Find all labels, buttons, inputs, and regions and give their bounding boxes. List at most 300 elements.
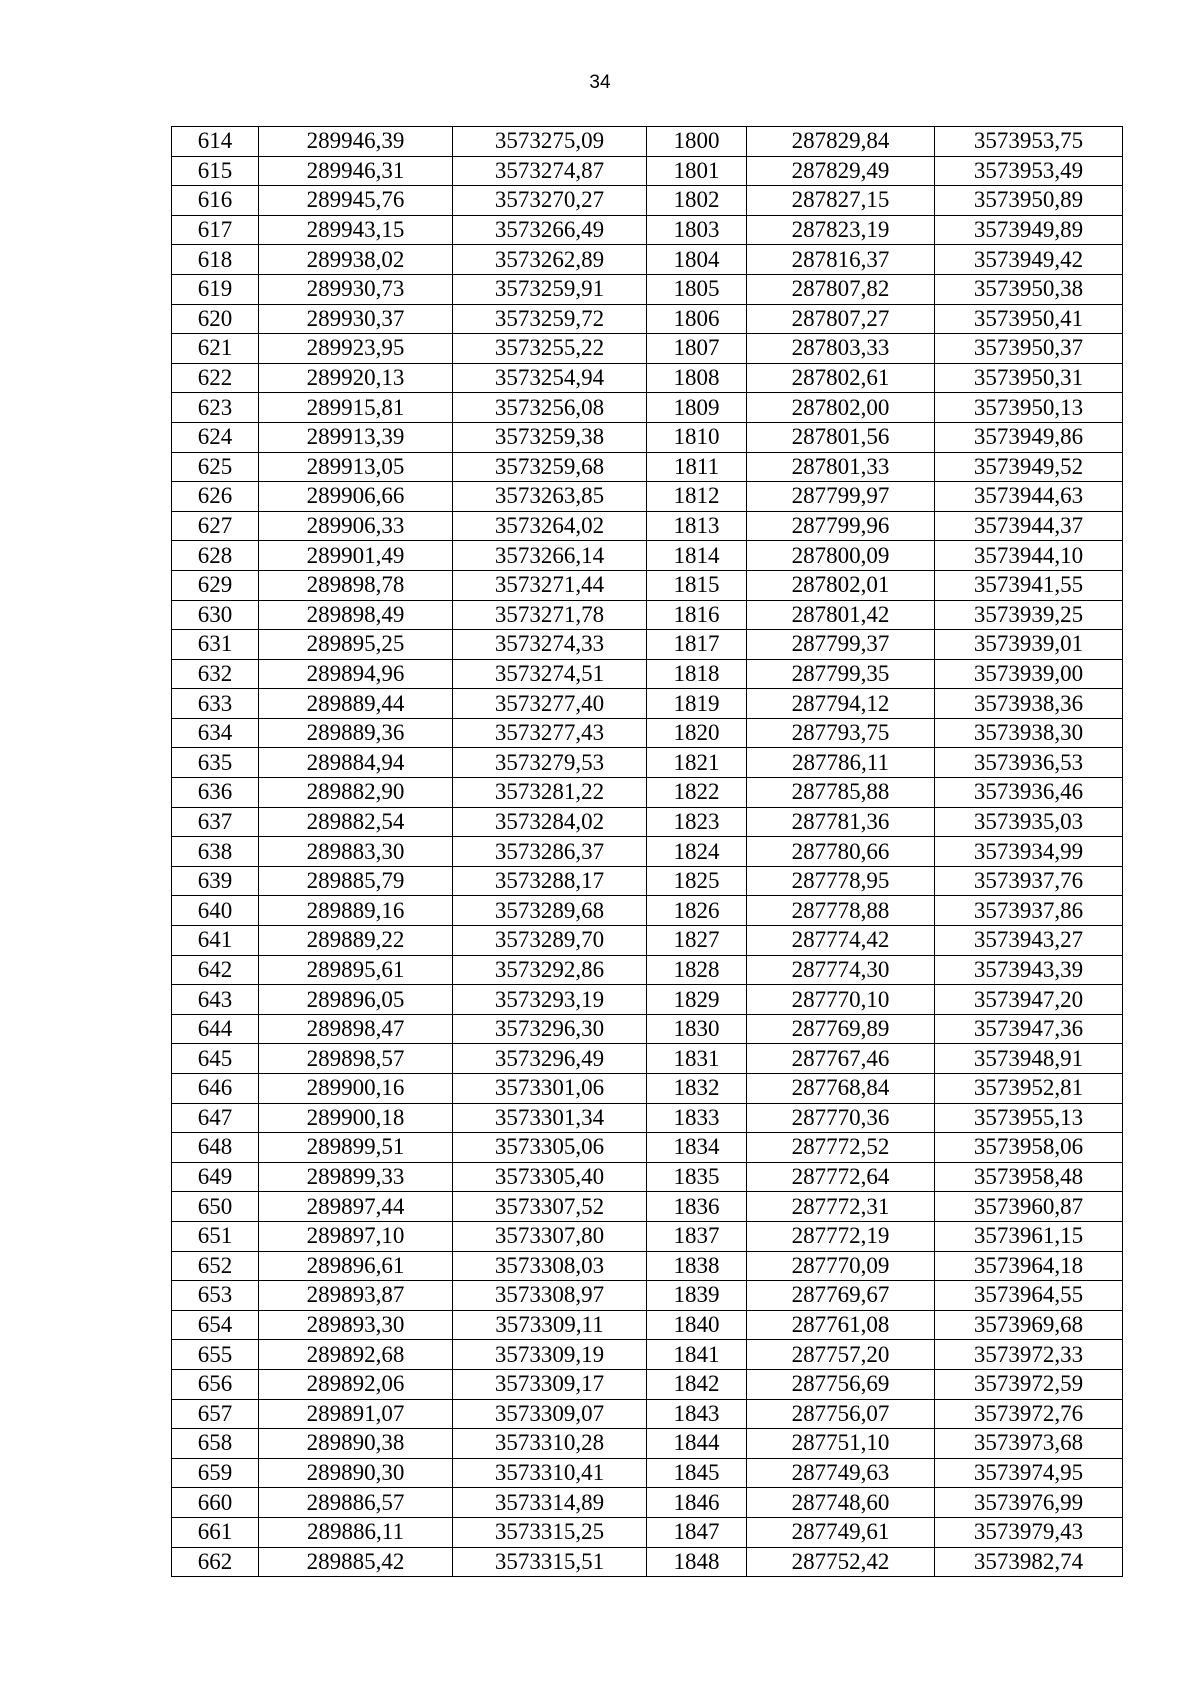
cell-y-left: 3573301,06	[453, 1074, 647, 1104]
cell-point-number-left: 618	[172, 245, 259, 275]
table-row	[172, 1162, 1123, 1192]
cell-x-left: 289896,61	[259, 1251, 453, 1281]
table-row	[172, 955, 1123, 985]
cell-y-left: 3573266,49	[453, 215, 647, 245]
cell-x-left: 289898,49	[259, 600, 453, 630]
cell-y-left: 3573259,38	[453, 422, 647, 452]
cell-y-left: 3573271,78	[453, 600, 647, 630]
cell-y-right: 3573938,30	[935, 718, 1123, 748]
cell-point-number-left: 622	[172, 363, 259, 393]
cell-point-number-left: 637	[172, 807, 259, 837]
table-row	[172, 718, 1123, 748]
cell-point-number-right: 1806	[647, 304, 747, 334]
cell-y-left: 3573307,80	[453, 1221, 647, 1251]
cell-x-left: 289943,15	[259, 215, 453, 245]
cell-point-number-left: 623	[172, 393, 259, 423]
cell-point-number-left: 655	[172, 1340, 259, 1370]
cell-point-number-left: 643	[172, 985, 259, 1015]
cell-point-number-right: 1818	[647, 659, 747, 689]
cell-y-left: 3573254,94	[453, 363, 647, 393]
cell-point-number-right: 1802	[647, 186, 747, 216]
cell-y-left: 3573277,40	[453, 689, 647, 719]
cell-y-right: 3573958,06	[935, 1133, 1123, 1163]
cell-point-number-left: 625	[172, 452, 259, 482]
table-row	[172, 1192, 1123, 1222]
cell-x-right: 287749,61	[747, 1517, 935, 1547]
cell-x-left: 289898,57	[259, 1044, 453, 1074]
cell-point-number-right: 1826	[647, 896, 747, 926]
cell-y-right: 3573936,46	[935, 778, 1123, 808]
cell-y-right: 3573964,55	[935, 1281, 1123, 1311]
cell-point-number-right: 1844	[647, 1429, 747, 1459]
cell-y-right: 3573972,59	[935, 1369, 1123, 1399]
cell-y-right: 3573961,15	[935, 1221, 1123, 1251]
cell-x-left: 289946,39	[259, 127, 453, 157]
table-row	[172, 837, 1123, 867]
table-row	[172, 1103, 1123, 1133]
cell-y-right: 3573950,41	[935, 304, 1123, 334]
cell-y-left: 3573309,17	[453, 1369, 647, 1399]
cell-point-number-left: 657	[172, 1399, 259, 1429]
cell-point-number-right: 1827	[647, 926, 747, 956]
cell-point-number-right: 1810	[647, 422, 747, 452]
cell-point-number-left: 616	[172, 186, 259, 216]
cell-y-right: 3573972,33	[935, 1340, 1123, 1370]
cell-y-left: 3573308,97	[453, 1281, 647, 1311]
cell-x-left: 289900,18	[259, 1103, 453, 1133]
cell-point-number-right: 1800	[647, 127, 747, 157]
cell-y-left: 3573296,30	[453, 1014, 647, 1044]
cell-x-right: 287799,35	[747, 659, 935, 689]
cell-y-right: 3573949,86	[935, 422, 1123, 452]
table-row	[172, 748, 1123, 778]
cell-y-right: 3573939,01	[935, 630, 1123, 660]
cell-x-right: 287756,07	[747, 1399, 935, 1429]
table-row	[172, 452, 1123, 482]
cell-x-left: 289900,16	[259, 1074, 453, 1104]
cell-x-right: 287793,75	[747, 718, 935, 748]
cell-y-right: 3573973,68	[935, 1429, 1123, 1459]
cell-point-number-left: 626	[172, 482, 259, 512]
coordinates-table-body	[172, 127, 1123, 1577]
cell-x-left: 289906,66	[259, 482, 453, 512]
cell-point-number-left: 628	[172, 541, 259, 571]
table-row	[172, 1251, 1123, 1281]
cell-point-number-left: 632	[172, 659, 259, 689]
table-row	[172, 1458, 1123, 1488]
cell-y-left: 3573274,87	[453, 156, 647, 186]
cell-x-left: 289945,76	[259, 186, 453, 216]
cell-point-number-right: 1817	[647, 630, 747, 660]
cell-x-left: 289892,68	[259, 1340, 453, 1370]
cell-y-right: 3573948,91	[935, 1044, 1123, 1074]
cell-x-left: 289889,22	[259, 926, 453, 956]
table-row	[172, 1281, 1123, 1311]
cell-point-number-right: 1837	[647, 1221, 747, 1251]
cell-y-right: 3573937,76	[935, 866, 1123, 896]
cell-x-right: 287774,42	[747, 926, 935, 956]
cell-y-right: 3573953,75	[935, 127, 1123, 157]
table-row	[172, 156, 1123, 186]
cell-point-number-left: 650	[172, 1192, 259, 1222]
cell-point-number-right: 1833	[647, 1103, 747, 1133]
cell-y-left: 3573305,40	[453, 1162, 647, 1192]
table-row	[172, 1044, 1123, 1074]
table-row	[172, 1074, 1123, 1104]
cell-x-right: 287829,84	[747, 127, 935, 157]
cell-x-left: 289897,10	[259, 1221, 453, 1251]
cell-x-right: 287757,20	[747, 1340, 935, 1370]
page-number: 34	[589, 72, 611, 93]
cell-point-number-left: 629	[172, 570, 259, 600]
table-row	[172, 127, 1123, 157]
cell-x-right: 287785,88	[747, 778, 935, 808]
table-row	[172, 215, 1123, 245]
cell-point-number-right: 1829	[647, 985, 747, 1015]
cell-y-left: 3573315,25	[453, 1517, 647, 1547]
cell-y-left: 3573289,70	[453, 926, 647, 956]
cell-point-number-left: 624	[172, 422, 259, 452]
cell-x-right: 287801,33	[747, 452, 935, 482]
cell-y-right: 3573950,13	[935, 393, 1123, 423]
cell-x-left: 289906,33	[259, 511, 453, 541]
cell-x-right: 287748,60	[747, 1488, 935, 1518]
cell-point-number-left: 652	[172, 1251, 259, 1281]
cell-point-number-right: 1847	[647, 1517, 747, 1547]
cell-point-number-right: 1808	[647, 363, 747, 393]
cell-x-left: 289899,51	[259, 1133, 453, 1163]
cell-y-left: 3573301,34	[453, 1103, 647, 1133]
cell-point-number-right: 1848	[647, 1547, 747, 1577]
cell-y-left: 3573274,33	[453, 630, 647, 660]
cell-y-left: 3573263,85	[453, 482, 647, 512]
cell-y-left: 3573279,53	[453, 748, 647, 778]
cell-point-number-right: 1825	[647, 866, 747, 896]
cell-point-number-right: 1803	[647, 215, 747, 245]
table-row	[172, 985, 1123, 1015]
cell-point-number-left: 639	[172, 866, 259, 896]
cell-point-number-left: 620	[172, 304, 259, 334]
table-row	[172, 1221, 1123, 1251]
cell-point-number-left: 636	[172, 778, 259, 808]
cell-point-number-right: 1819	[647, 689, 747, 719]
table-row	[172, 1310, 1123, 1340]
cell-x-right: 287781,36	[747, 807, 935, 837]
cell-y-left: 3573307,52	[453, 1192, 647, 1222]
cell-x-right: 287772,64	[747, 1162, 935, 1192]
cell-y-left: 3573309,07	[453, 1399, 647, 1429]
cell-point-number-right: 1839	[647, 1281, 747, 1311]
table-row	[172, 1014, 1123, 1044]
cell-y-left: 3573275,09	[453, 127, 647, 157]
table-row	[172, 630, 1123, 660]
cell-point-number-left: 656	[172, 1369, 259, 1399]
cell-point-number-right: 1807	[647, 334, 747, 364]
cell-x-right: 287770,09	[747, 1251, 935, 1281]
cell-y-right: 3573944,37	[935, 511, 1123, 541]
cell-y-left: 3573308,03	[453, 1251, 647, 1281]
cell-x-left: 289890,30	[259, 1458, 453, 1488]
cell-x-left: 289899,33	[259, 1162, 453, 1192]
cell-y-left: 3573266,14	[453, 541, 647, 571]
cell-x-left: 289886,11	[259, 1517, 453, 1547]
cell-x-right: 287751,10	[747, 1429, 935, 1459]
cell-x-right: 287772,52	[747, 1133, 935, 1163]
table-row	[172, 570, 1123, 600]
table-row	[172, 511, 1123, 541]
table-row	[172, 1517, 1123, 1547]
cell-y-left: 3573262,89	[453, 245, 647, 275]
cell-x-left: 289883,30	[259, 837, 453, 867]
cell-point-number-left: 621	[172, 334, 259, 364]
cell-point-number-left: 644	[172, 1014, 259, 1044]
cell-x-left: 289915,81	[259, 393, 453, 423]
cell-x-right: 287767,46	[747, 1044, 935, 1074]
cell-point-number-left: 619	[172, 274, 259, 304]
cell-x-right: 287772,31	[747, 1192, 935, 1222]
cell-x-left: 289889,16	[259, 896, 453, 926]
cell-y-left: 3573310,41	[453, 1458, 647, 1488]
table-row	[172, 1369, 1123, 1399]
cell-y-right: 3573972,76	[935, 1399, 1123, 1429]
cell-x-right: 287770,36	[747, 1103, 935, 1133]
cell-y-right: 3573952,81	[935, 1074, 1123, 1104]
cell-point-number-right: 1830	[647, 1014, 747, 1044]
cell-point-number-left: 617	[172, 215, 259, 245]
cell-x-left: 289885,42	[259, 1547, 453, 1577]
cell-point-number-left: 658	[172, 1429, 259, 1459]
cell-y-left: 3573286,37	[453, 837, 647, 867]
cell-y-right: 3573950,37	[935, 334, 1123, 364]
cell-y-left: 3573293,19	[453, 985, 647, 1015]
cell-point-number-left: 653	[172, 1281, 259, 1311]
cell-x-right: 287801,56	[747, 422, 935, 452]
table-row	[172, 1488, 1123, 1518]
cell-point-number-right: 1821	[647, 748, 747, 778]
table-row	[172, 363, 1123, 393]
cell-x-right: 287802,61	[747, 363, 935, 393]
cell-point-number-right: 1809	[647, 393, 747, 423]
cell-y-left: 3573309,19	[453, 1340, 647, 1370]
cell-point-number-left: 660	[172, 1488, 259, 1518]
cell-y-right: 3573950,38	[935, 274, 1123, 304]
cell-x-right: 287802,00	[747, 393, 935, 423]
cell-x-left: 289894,96	[259, 659, 453, 689]
cell-x-left: 289898,78	[259, 570, 453, 600]
cell-x-left: 289884,94	[259, 748, 453, 778]
cell-point-number-left: 630	[172, 600, 259, 630]
cell-x-right: 287802,01	[747, 570, 935, 600]
cell-x-left: 289889,44	[259, 689, 453, 719]
table-row	[172, 926, 1123, 956]
cell-x-left: 289891,07	[259, 1399, 453, 1429]
cell-x-right: 287778,88	[747, 896, 935, 926]
cell-y-right: 3573958,48	[935, 1162, 1123, 1192]
cell-y-right: 3573944,10	[935, 541, 1123, 571]
cell-point-number-left: 633	[172, 689, 259, 719]
cell-x-left: 289885,79	[259, 866, 453, 896]
cell-y-left: 3573281,22	[453, 778, 647, 808]
cell-x-right: 287761,08	[747, 1310, 935, 1340]
cell-y-right: 3573943,27	[935, 926, 1123, 956]
cell-y-left: 3573264,02	[453, 511, 647, 541]
cell-y-left: 3573259,72	[453, 304, 647, 334]
cell-y-left: 3573305,06	[453, 1133, 647, 1163]
cell-x-right: 287807,27	[747, 304, 935, 334]
cell-x-left: 289930,73	[259, 274, 453, 304]
cell-point-number-left: 662	[172, 1547, 259, 1577]
cell-point-number-left: 659	[172, 1458, 259, 1488]
cell-y-left: 3573314,89	[453, 1488, 647, 1518]
cell-x-left: 289913,05	[259, 452, 453, 482]
cell-y-right: 3573939,00	[935, 659, 1123, 689]
cell-x-left: 289882,90	[259, 778, 453, 808]
cell-y-right: 3573955,13	[935, 1103, 1123, 1133]
cell-x-right: 287768,84	[747, 1074, 935, 1104]
cell-y-right: 3573950,31	[935, 363, 1123, 393]
cell-x-right: 287800,09	[747, 541, 935, 571]
table-row	[172, 1133, 1123, 1163]
cell-point-number-right: 1814	[647, 541, 747, 571]
cell-x-left: 289913,39	[259, 422, 453, 452]
cell-y-right: 3573949,52	[935, 452, 1123, 482]
table-row	[172, 1340, 1123, 1370]
table-row	[172, 274, 1123, 304]
cell-point-number-left: 638	[172, 837, 259, 867]
cell-point-number-right: 1804	[647, 245, 747, 275]
cell-x-right: 287816,37	[747, 245, 935, 275]
cell-y-right: 3573982,74	[935, 1547, 1123, 1577]
cell-point-number-left: 645	[172, 1044, 259, 1074]
cell-y-left: 3573296,49	[453, 1044, 647, 1074]
cell-x-left: 289895,61	[259, 955, 453, 985]
table-row	[172, 866, 1123, 896]
cell-x-right: 287778,95	[747, 866, 935, 896]
cell-point-number-right: 1816	[647, 600, 747, 630]
cell-y-right: 3573964,18	[935, 1251, 1123, 1281]
table-row	[172, 422, 1123, 452]
cell-point-number-left: 647	[172, 1103, 259, 1133]
cell-point-number-right: 1832	[647, 1074, 747, 1104]
cell-point-number-right: 1836	[647, 1192, 747, 1222]
cell-point-number-right: 1820	[647, 718, 747, 748]
cell-x-right: 287769,89	[747, 1014, 935, 1044]
cell-point-number-right: 1828	[647, 955, 747, 985]
cell-x-right: 287780,66	[747, 837, 935, 867]
table-row	[172, 659, 1123, 689]
cell-y-right: 3573976,99	[935, 1488, 1123, 1518]
cell-y-left: 3573315,51	[453, 1547, 647, 1577]
cell-point-number-left: 627	[172, 511, 259, 541]
cell-x-left: 289923,95	[259, 334, 453, 364]
table-row	[172, 689, 1123, 719]
cell-x-right: 287807,82	[747, 274, 935, 304]
cell-y-right: 3573974,95	[935, 1458, 1123, 1488]
cell-x-left: 289895,25	[259, 630, 453, 660]
cell-y-right: 3573935,03	[935, 807, 1123, 837]
cell-point-number-left: 634	[172, 718, 259, 748]
cell-point-number-right: 1805	[647, 274, 747, 304]
cell-x-left: 289889,36	[259, 718, 453, 748]
cell-x-left: 289896,05	[259, 985, 453, 1015]
cell-y-right: 3573943,39	[935, 955, 1123, 985]
table-row	[172, 304, 1123, 334]
table-row	[172, 393, 1123, 423]
cell-y-left: 3573255,22	[453, 334, 647, 364]
cell-x-left: 289901,49	[259, 541, 453, 571]
cell-x-right: 287829,49	[747, 156, 935, 186]
cell-point-number-left: 641	[172, 926, 259, 956]
cell-x-left: 289930,37	[259, 304, 453, 334]
cell-y-left: 3573289,68	[453, 896, 647, 926]
table-row	[172, 245, 1123, 275]
table-row	[172, 334, 1123, 364]
cell-y-right: 3573953,49	[935, 156, 1123, 186]
cell-y-right: 3573979,43	[935, 1517, 1123, 1547]
cell-x-right: 287772,19	[747, 1221, 935, 1251]
cell-x-left: 289892,06	[259, 1369, 453, 1399]
table-row	[172, 482, 1123, 512]
cell-point-number-left: 614	[172, 127, 259, 157]
cell-y-right: 3573937,86	[935, 896, 1123, 926]
cell-x-right: 287794,12	[747, 689, 935, 719]
cell-y-right: 3573938,36	[935, 689, 1123, 719]
cell-x-left: 289893,87	[259, 1281, 453, 1311]
cell-point-number-left: 635	[172, 748, 259, 778]
cell-y-right: 3573950,89	[935, 186, 1123, 216]
coordinates-table	[171, 126, 1123, 1577]
cell-y-right: 3573947,36	[935, 1014, 1123, 1044]
cell-y-left: 3573277,43	[453, 718, 647, 748]
cell-point-number-right: 1840	[647, 1310, 747, 1340]
cell-x-left: 289938,02	[259, 245, 453, 275]
table-row	[172, 896, 1123, 926]
cell-point-number-right: 1801	[647, 156, 747, 186]
table-row	[172, 807, 1123, 837]
cell-y-right: 3573949,89	[935, 215, 1123, 245]
cell-point-number-left: 631	[172, 630, 259, 660]
cell-point-number-left: 661	[172, 1517, 259, 1547]
cell-point-number-right: 1841	[647, 1340, 747, 1370]
cell-x-left: 289897,44	[259, 1192, 453, 1222]
cell-point-number-right: 1812	[647, 482, 747, 512]
table-row	[172, 778, 1123, 808]
cell-x-right: 287799,97	[747, 482, 935, 512]
cell-x-right: 287799,37	[747, 630, 935, 660]
cell-point-number-right: 1815	[647, 570, 747, 600]
cell-x-left: 289893,30	[259, 1310, 453, 1340]
cell-point-number-left: 649	[172, 1162, 259, 1192]
cell-x-left: 289946,31	[259, 156, 453, 186]
table-row	[172, 186, 1123, 216]
cell-point-number-right: 1838	[647, 1251, 747, 1281]
cell-y-right: 3573939,25	[935, 600, 1123, 630]
cell-y-right: 3573969,68	[935, 1310, 1123, 1340]
cell-y-right: 3573934,99	[935, 837, 1123, 867]
cell-x-right: 287752,42	[747, 1547, 935, 1577]
table-row	[172, 600, 1123, 630]
cell-point-number-right: 1824	[647, 837, 747, 867]
cell-point-number-left: 642	[172, 955, 259, 985]
cell-point-number-left: 648	[172, 1133, 259, 1163]
cell-y-left: 3573284,02	[453, 807, 647, 837]
cell-y-left: 3573259,68	[453, 452, 647, 482]
cell-point-number-left: 651	[172, 1221, 259, 1251]
cell-y-left: 3573256,08	[453, 393, 647, 423]
cell-y-right: 3573960,87	[935, 1192, 1123, 1222]
cell-x-right: 287770,10	[747, 985, 935, 1015]
cell-point-number-left: 646	[172, 1074, 259, 1104]
